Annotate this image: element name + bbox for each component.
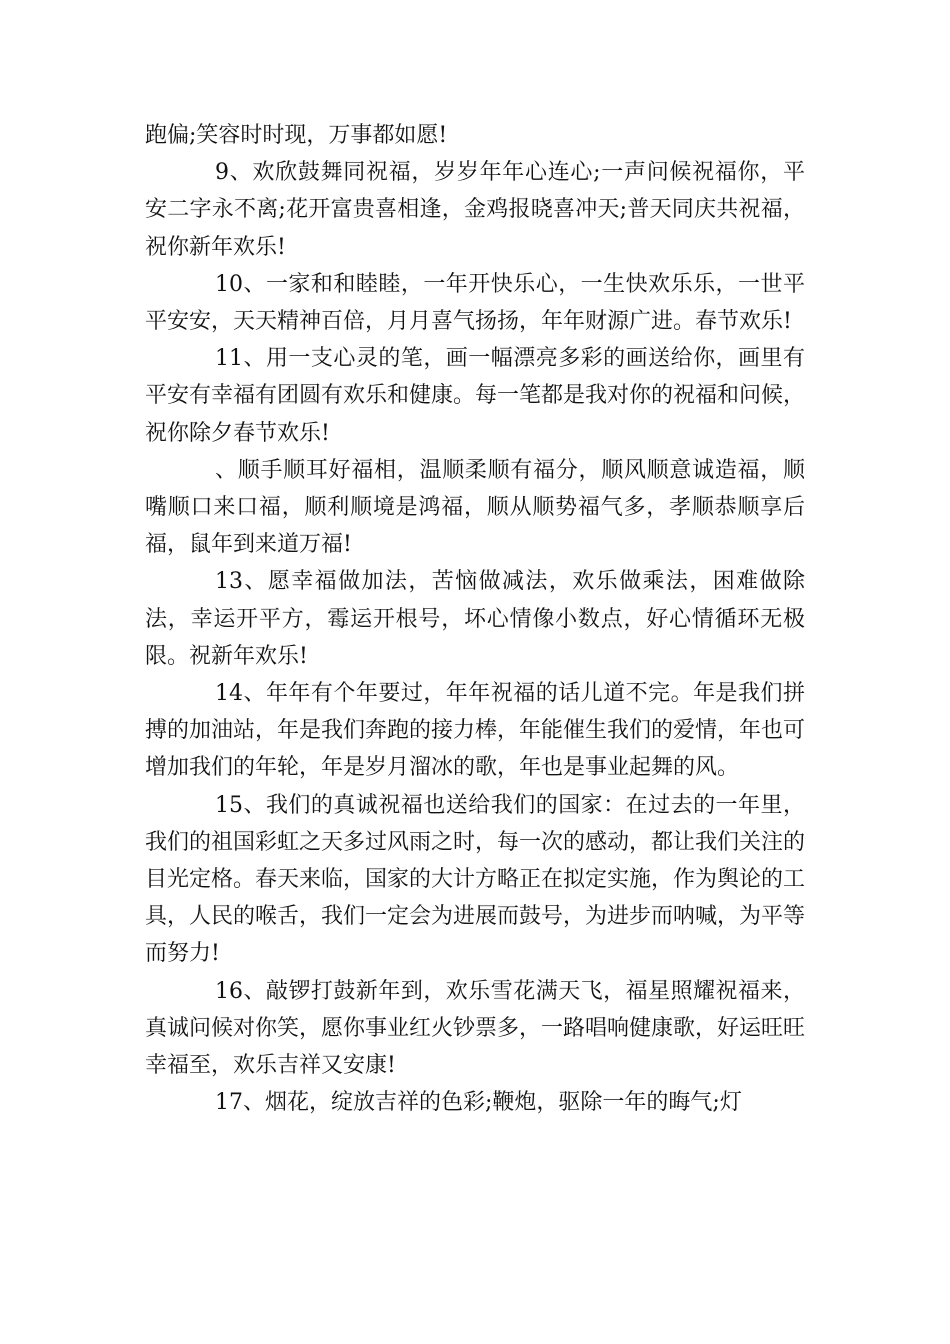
paragraph-14: 14、年年有个年要过，年年祝福的话儿道不完。年是我们拼搏的加油站，年是我们奔跑的接力棒，年能催生我们的爱情，年也可增加我们的年轮，年是岁月溜冰的歌，年也是事业起舞的风。	[145, 681, 806, 781]
paragraph-10: 10、一家和和睦睦，一年开快乐心，一生快欢乐乐，一世平平安安，天天精神百倍，月月喜气扬扬，年年财源广进。春节欢乐!	[145, 271, 805, 335]
paragraph-12: 、顺手顺耳好福相，温顺柔顺有福分，顺风顺意诚造福，顺嘴顺口来口福，顺利顺境是鸿福，顺从顺势福气多，孝顺恭顺享后福，鼠年到来道万福!	[145, 457, 805, 558]
paragraph-11: 11、用一支心灵的笔，画一幅漂亮多彩的画送给你，画里有平安有幸福有团圆有欢乐和健康。每一笔都是我对你的祝福和问候，祝你除夕春节欢乐!	[145, 346, 806, 446]
paragraph-13: 13、愿幸福做加法，苦恼做减法，欢乐做乘法，困难做除法，幸运开平方，霉运开根号，坏心情像小数点，好心情循环无极限。祝新年欢乐!	[145, 569, 805, 669]
paragraph-15: 15、我们的真诚祝福也送给我们的国家：在过去的一年里，我们的祖国彩虹之天多过风雨之时，每一次的感动，都让我们关注的目光定格。春天来临，国家的大计方略正在拟定实施，作为舆论的工具，人民的喉舌，我们一定会为进展而鼓号，为进步而呐喊，为平等而努力!	[145, 792, 806, 967]
body-text	[145, 117, 805, 1121]
paragraph-16: 16、敲锣打鼓新年到，欢乐雪花满天飞，福星照耀祝福来，真诚问候对你笑，愿你事业红火钞票多，一路唱响健康歌，好运旺旺幸福至，欢乐吉祥又安康!	[145, 978, 806, 1079]
paragraph-9: 9、欢欣鼓舞同祝福，岁岁年年心连心;一声问候祝福你，平安二字永不离;花开富贵喜相逢，金鸡报晓喜冲天;普天同庆共祝福，祝你新年欢乐!	[145, 160, 805, 260]
paragraph-17: 17、烟花，绽放吉祥的色彩;鞭炮，驱除一年的晦气;灯	[215, 1090, 742, 1116]
paragraph-continuation: 跑偏;笑容时时现，万事都如愿!	[145, 123, 448, 148]
